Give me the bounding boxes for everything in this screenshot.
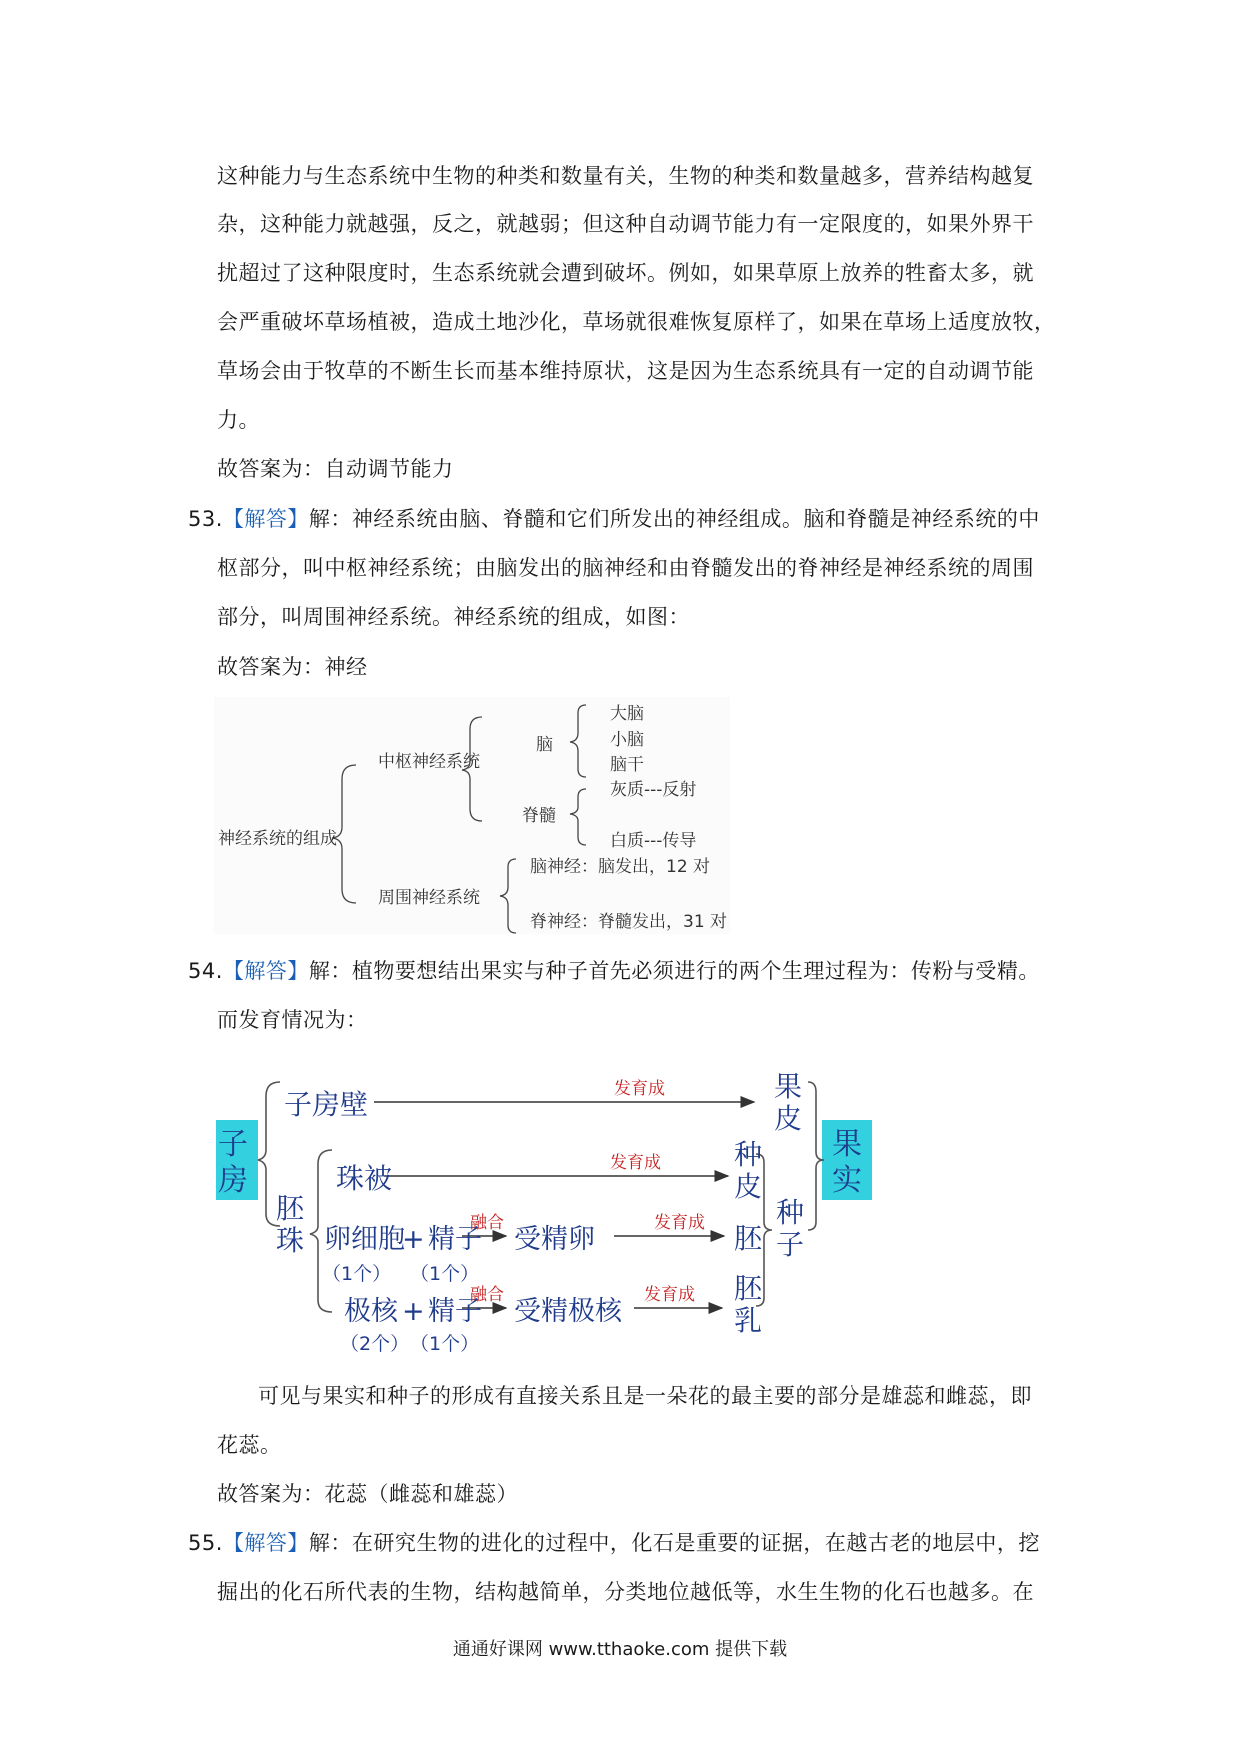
paragraph-line: 扰超过了这种限度时，生态系统就会遭到破坏。例如，如果草原上放养的牲畜太多，就 [217,261,1034,285]
fruit-label-bottom: 实 [832,1163,862,1198]
question-text: 解：植物要想结出果实与种子首先必须进行的两个生理过程为：传粉与受精。 [308,959,1040,983]
question-number: 53. [188,507,223,531]
peripheral-part: 脑神经：脑发出，12 对 [530,857,711,877]
question-text: 解：在研究生物的进化的过程中，化石是重要的证据，在越古老的地层中，挖 [308,1531,1040,1555]
brain-part: 小脑 [610,730,644,750]
page-footer: 通通好课网 www.tthaoke.com 提供下载 [452,1639,788,1660]
seed-label-top: 种 [776,1196,805,1229]
endosperm-label-top: 胚 [734,1272,763,1305]
nervous-system-svg [214,697,730,934]
answer-line: 故答案为：自动调节能力 [217,457,454,481]
peripheral-label: 周围神经系统 [378,888,480,908]
sperm-count: （1个） [410,1333,480,1355]
brain-part: 大脑 [610,704,644,724]
answer-tag[interactable]: 【解答】 [222,507,309,531]
integument-label: 珠被 [336,1162,393,1195]
question-text: 解：神经系统由脑、脊髓和它们所发出的神经组成。脑和脊髓是神经系统的中 [308,507,1040,531]
develop-label: 发育成 [654,1213,705,1233]
conclusion-line: 花蕊。 [217,1433,282,1457]
plus-sign: + [402,1296,425,1327]
question-54-line: 而发育情况为： [217,1008,368,1032]
nervous-system-diagram [214,697,730,934]
question-55-line: 掘出的化石所代表的生物，结构越简单，分类地位越低等，水生生物的化石也越多。在 [217,1580,1034,1604]
paragraph-line: 杂，这种能力就越强，反之，就越弱；但这种自动调节能力有一定限度的，如果外界干 [217,212,1034,236]
question-53-line: 枢部分，叫中枢神经系统；由脑发出的脑神经和由脊髓发出的脊神经是神经系统的周围 [217,556,1034,580]
fruit-label-top: 果 [832,1127,862,1162]
paragraph-line: 会严重破坏草场植被，造成土地沙化，草场就很难恢复原样了，如果在草场上适度放牧， [217,310,1056,334]
answer-line: 故答案为：神经 [217,655,368,679]
seed-coat-label-bottom: 皮 [734,1170,763,1203]
develop-label: 发育成 [610,1153,661,1173]
develop-label: 发育成 [644,1285,695,1305]
question-55-line [188,1527,1040,1557]
embryo-label: 胚 [734,1222,763,1255]
polar-count: （2个） [340,1333,410,1355]
ovary-wall-label: 子房壁 [284,1088,369,1121]
question-53-line [188,503,1040,533]
zygote-label: 受精卵 [514,1224,595,1255]
egg-count: （1个） [322,1263,392,1285]
peripheral-part: 脊神经：脊髓发出，31 对 [530,912,728,932]
spinal-part: 灰质---反射 [610,780,697,800]
answer-line: 故答案为：花蕊（雌蕊和雄蕊） [217,1482,518,1506]
fuse-label: 融合 [470,1285,504,1305]
spinal-label: 脊髓 [522,806,556,826]
ovary-label-bottom: 房 [218,1163,248,1198]
root-label: 神经系统的组成 [218,829,337,849]
flower-development-svg [214,1058,874,1358]
pericarp-label-bottom: 皮 [774,1102,803,1135]
paragraph-line: 草场会由于牧草的不断生长而基本维持原状，这是因为生态系统具有一定的自动调节能 [217,359,1034,383]
central-label: 中枢神经系统 [378,752,480,772]
seed-label-bottom: 子 [776,1228,805,1261]
ovary-label-top: 子 [218,1127,248,1162]
endosperm-label-bottom: 乳 [734,1304,763,1337]
question-number: 55. [188,1531,223,1555]
brain-part: 脑干 [610,755,644,775]
sperm-count: （1个） [410,1263,480,1285]
paragraph-line: 这种能力与生态系统中生物的种类和数量有关，生物的种类和数量越多，营养结构越复 [217,164,1034,188]
spinal-part: 白质---传导 [610,831,697,851]
seed-coat-label-top: 种 [734,1138,763,1171]
ovule-label-bottom: 珠 [276,1224,305,1257]
paragraph-line: 力。 [217,408,260,432]
fuse-label: 融合 [470,1213,504,1233]
conclusion-line: 可见与果实和种子的形成有直接关系且是一朵花的最主要的部分是雄蕊和雌蕊，即 [258,1384,1032,1408]
flower-development-diagram [214,1058,874,1358]
answer-tag[interactable]: 【解答】 [222,1531,309,1555]
polar-label: 极核 [344,1296,398,1327]
sperm-label: 精子 [428,1296,482,1327]
question-54-line [188,955,1040,985]
plus-sign: + [402,1224,425,1255]
sperm-label: 精子 [428,1224,482,1255]
pericarp-label-top: 果 [774,1070,803,1103]
brain-label: 脑 [536,735,553,755]
egg-label: 卵细胞 [324,1224,405,1255]
polar-fert-label: 受精极核 [514,1296,622,1327]
answer-tag[interactable]: 【解答】 [222,959,309,983]
ovule-label-top: 胚 [276,1192,305,1225]
develop-label: 发育成 [614,1079,665,1099]
question-53-line: 部分，叫周围神经系统。神经系统的组成，如图： [217,605,690,629]
question-number: 54. [188,959,223,983]
